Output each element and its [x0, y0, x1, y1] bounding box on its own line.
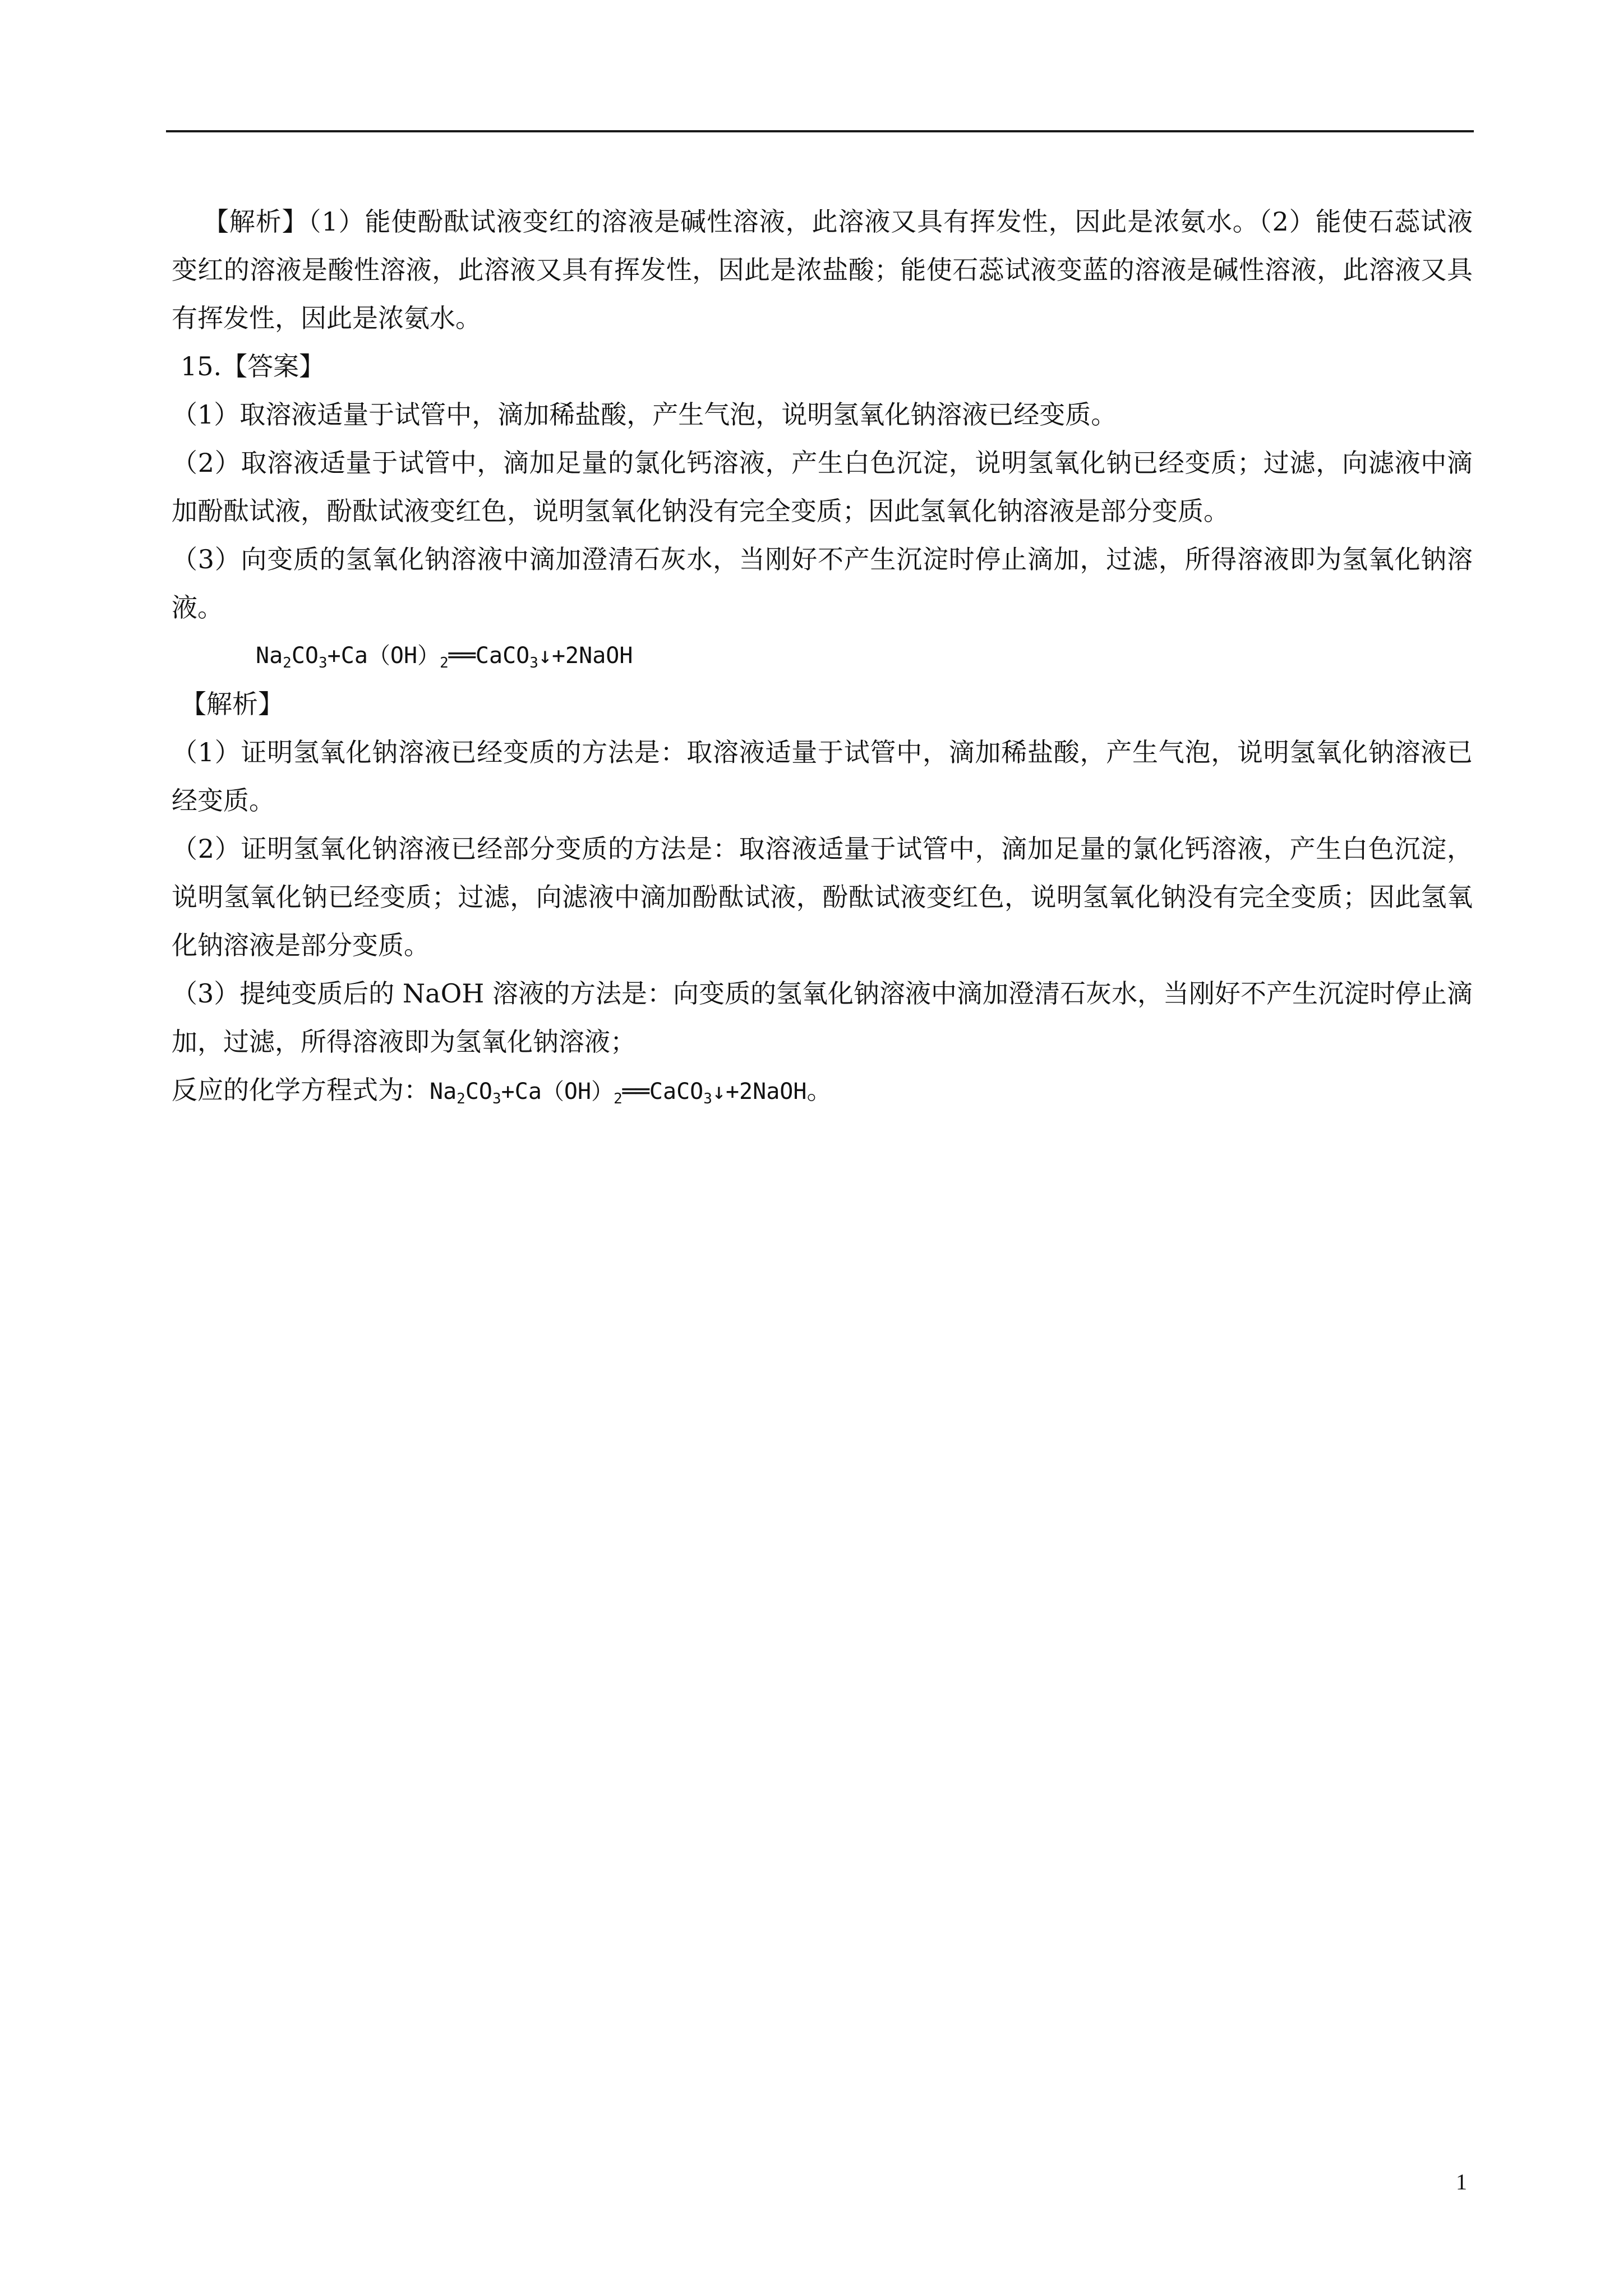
analysis-4: 反应的化学方程式为：$Na_2CO_3+Ca(OH)_2══CaCO_3↓+2NaOH$。	[172, 1075, 833, 1107]
answer-3: （3）向变质的氢氧化钠溶液中滴加澄清石灰水，当刚好不产生沉淀时停止滴加，过滤，所得溶液即为氢氧化钠溶液。	[172, 544, 1473, 623]
page-number: 1	[1456, 2169, 1467, 2194]
answer-1: （1）取溶液适量于试管中，滴加稀盐酸，产生气泡，说明氢氧化钠溶液已经变质。	[172, 399, 1117, 430]
question-15-heading: 15.【答案】	[181, 351, 325, 381]
analysis-3: （3）提纯变质后的 NaOH 溶液的方法是：向变质的氢氧化钠溶液中滴加澄清石灰水，当刚好不产生沉淀时停止滴加，过滤，所得溶液即为氢氧化钠溶液；	[172, 978, 1473, 1057]
header-rule	[166, 130, 1474, 132]
chemical-equation: $Na_2CO_3+Ca(OH)_2══CaCO_3↓+2NaOH$	[256, 643, 633, 671]
analysis-1: （1）证明氢氧化钠溶液已经变质的方法是：取溶液适量于试管中，滴加稀盐酸，产生气泡，说明氢氧化钠溶液已经变质。	[172, 737, 1473, 816]
analysis-heading: 【解析】	[181, 689, 284, 719]
analysis-paragraph-14: 【解析】（1）能使酚酞试液变红的溶液是碱性溶液，此溶液又具有挥发性，因此是浓氨水。（2）能使石蕊试液变红的溶液是酸性溶液，此溶液又具有挥发性，因此是浓盐酸；能使石蕊试液变蓝的溶液是碱性溶液，此溶液又具有挥发性，因此是浓氨水。	[172, 206, 1473, 333]
document-body	[172, 197, 1473, 1116]
inline-chemical-equation: $Na_2CO_3+Ca(OH)_2══CaCO_3↓+2NaOH$	[430, 1079, 807, 1107]
analysis-2: （2）证明氢氧化钠溶液已经部分变质的方法是：取溶液适量于试管中，滴加足量的氯化钙溶液，产生白色沉淀，说明氢氧化钠已经变质；过滤，向滤液中滴加酚酞试液，酚酞试液变红色，说明氢氧化钠没有完全变质；因此氢氧化钠溶液是部分变质。	[172, 834, 1473, 960]
answer-2: （2）取溶液适量于试管中，滴加足量的氯化钙溶液，产生白色沉淀，说明氢氧化钠已经变质；过滤，向滤液中滴加酚酞试液，酚酞试液变红色，说明氢氧化钠没有完全变质；因此氢氧化钠溶液是部分变质。	[172, 448, 1473, 526]
